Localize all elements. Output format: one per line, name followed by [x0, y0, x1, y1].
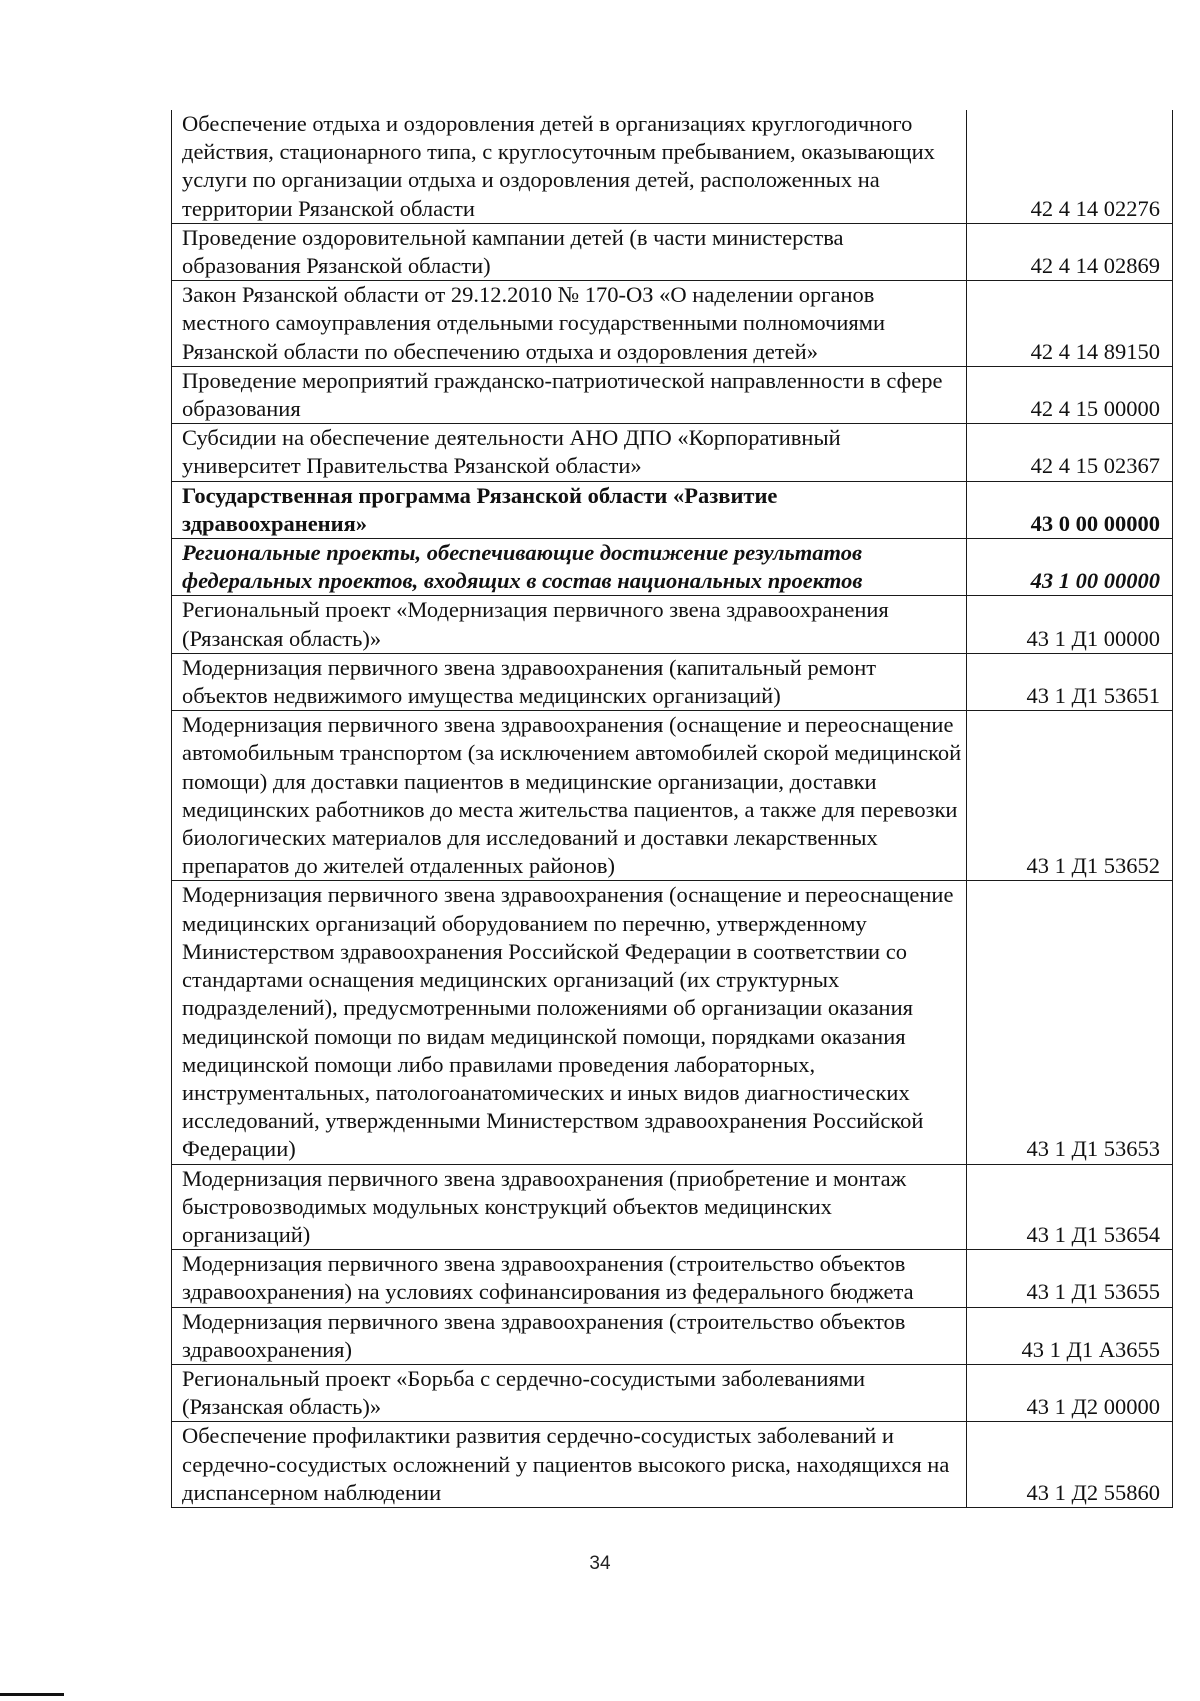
row-description: Обеспечение отдыха и оздоровления детей в организациях круглогодичного действия, стационарного типа, с круглосуточным пребыванием, оказывающих услуги по организации отдыха и оздоровления детей, расположенных на территории Рязанской области	[172, 110, 967, 223]
row-code: 43 1 Д1 53655	[967, 1250, 1173, 1307]
table-row	[172, 281, 1173, 367]
row-description: Закон Рязанской области от 29.12.2010 № 170-ОЗ «О наделении органов местного самоуправления отдельными государственными полномочиями Рязанской области по обеспечению отдыха и оздоровления детей»	[172, 281, 967, 367]
row-description: Региональный проект «Модернизация первичного звена здравоохранения (Рязанская область)»	[172, 596, 967, 653]
row-description: Субсидии на обеспечение деятельности АНО ДПО «Корпоративный университет Правительства Рязанской области»	[172, 424, 967, 481]
budget-classification-table	[171, 110, 1173, 1508]
table-body	[172, 110, 1173, 1507]
table-row	[172, 1364, 1173, 1421]
row-description: Модернизация первичного звена здравоохранения (строительство объектов здравоохранения) на условиях софинансирования из федерального бюджета	[172, 1250, 967, 1307]
row-description: Проведение мероприятий гражданско-патриотической направленности в сфере образования	[172, 366, 967, 423]
row-code: 43 0 00 00000	[967, 481, 1173, 538]
row-code: 42 4 14 02869	[967, 223, 1173, 280]
row-code: 42 4 15 02367	[967, 424, 1173, 481]
row-code: 43 1 Д2 55860	[967, 1422, 1173, 1508]
row-description: Модернизация первичного звена здравоохранения (оснащение и переоснащение медицинских организаций оборудованием по перечню, утвержденному Министерством здравоохранения Российской Федерации в соответствии со стандартами оснащения медицинских организаций (их структурных подразделений), предусмотренными положениями об организации оказания медицинской помощи по видам медицинской помощи, порядками оказания медицинской помощи либо правилами проведения лабораторных, инструментальных, патологоанатомических и иных видов диагностических исследований, утвержденными Министерством здравоохранения Российской Федерации)	[172, 881, 967, 1164]
row-description: Модернизация первичного звена здравоохранения (приобретение и монтаж быстровозводимых модульных конструкций объектов медицинских организаций)	[172, 1164, 967, 1250]
row-description: Проведение оздоровительной кампании детей (в части министерства образования Рязанской области)	[172, 223, 967, 280]
row-description: Обеспечение профилактики развития сердечно-сосудистых заболеваний и сердечно-сосудистых осложнений у пациентов высокого риска, находящихся на диспансерном наблюдении	[172, 1422, 967, 1508]
scan-edge-mark	[0, 1693, 64, 1696]
table-row	[172, 223, 1173, 280]
row-code: 43 1 Д1 53654	[967, 1164, 1173, 1250]
table-row	[172, 1422, 1173, 1508]
table-row	[172, 881, 1173, 1164]
row-code: 43 1 Д1 53651	[967, 653, 1173, 710]
row-code: 43 1 Д1 А3655	[967, 1307, 1173, 1364]
table-row	[172, 424, 1173, 481]
table-row	[172, 711, 1173, 881]
row-code: 43 1 Д1 00000	[967, 596, 1173, 653]
row-code: 42 4 15 00000	[967, 366, 1173, 423]
row-description: Государственная программа Рязанской области «Развитие здравоохранения»	[172, 481, 967, 538]
table-row-subprogram-heading	[172, 539, 1173, 596]
row-code: 43 1 Д1 53653	[967, 881, 1173, 1164]
row-description: Модернизация первичного звена здравоохранения (капитальный ремонт объектов недвижимого имущества медицинских организаций)	[172, 653, 967, 710]
table-row	[172, 1307, 1173, 1364]
table-row	[172, 366, 1173, 423]
row-code: 42 4 14 89150	[967, 281, 1173, 367]
table-row-program-heading	[172, 481, 1173, 538]
row-description: Модернизация первичного звена здравоохранения (строительство объектов здравоохранения)	[172, 1307, 967, 1364]
page-number: 34	[589, 1553, 611, 1574]
row-code: 43 1 Д1 53652	[967, 711, 1173, 881]
table-row	[172, 596, 1173, 653]
table-row	[172, 653, 1173, 710]
row-code: 42 4 14 02276	[967, 110, 1173, 223]
row-description: Региональный проект «Борьба с сердечно-сосудистыми заболеваниями (Рязанская область)»	[172, 1364, 967, 1421]
row-description: Модернизация первичного звена здравоохранения (оснащение и переоснащение автомобильным транспортом (за исключением автомобилей скорой медицинской помощи) для доставки пациентов в медицинские организации, доставки медицинских работников до места жительства пациентов, а также для перевозки биологических материалов для исследований и доставки лекарственных препаратов до жителей отдаленных районов)	[172, 711, 967, 881]
row-code: 43 1 00 00000	[967, 539, 1173, 596]
table-row	[172, 110, 1173, 223]
row-code: 43 1 Д2 00000	[967, 1364, 1173, 1421]
table-row	[172, 1164, 1173, 1250]
row-description: Региональные проекты, обеспечивающие достижение результатов федеральных проектов, входящих в состав национальных проектов	[172, 539, 967, 596]
table-row	[172, 1250, 1173, 1307]
